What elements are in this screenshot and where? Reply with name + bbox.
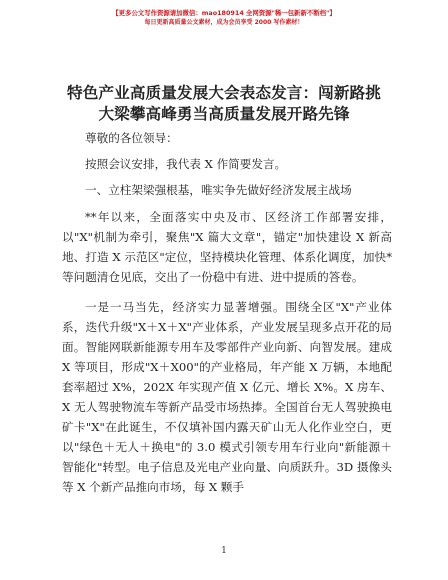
document-body — [62, 128, 392, 503]
document-title-line-1: 特色产业高质量发展大会表态发言：闯新路挑 — [67, 83, 381, 102]
document-title — [40, 82, 408, 124]
salutation: 尊敬的各位领导： — [85, 131, 178, 145]
body-paragraph-1: **年以来，全面落实中央及市、区经济工作部署安排，以"X"机制为牵引，聚焦"X 篇大文章"，锚定"加快建设 X 新高地、打造 X 示范区"定位，坚持模块化管理、体系化调度，加快*等问题清仓见底，交出了一份稳中有进、进中提质的答卷。 — [62, 210, 392, 284]
body-paragraph-2: 一是一马当先，经济实力显著增强。围绕全区"X"产业体系，迭代升级"X＋X＋X"产业体系，产业发展呈现多点开花的局面。智能网联新能源专用车及零部件产业向新、向智发展。建成 X 等项目，形成"X＋X00"的产业格局，年产能 X 万辆，本地配套率超过 X%，202X 年实现产值 X 亿元、增长 X%。X 房车、X 无人驾驶物流车等新产品受市场热捧。全国首台无人驾驶换电矿卡"X"在此诞生，不仅填补国内露天矿山无人化作业空白，更以"绿色＋无人＋换电"的 3.0 模式引领专用车行业向"新能源＋智能化"转型。电子信息及光电产业向量、向质跃升。3D 摄像头等 X 个新产品推向市场，每 X 颗手 — [62, 300, 392, 494]
promo-banner-line-2: 每日更新高质量公文素材，成为会员享受 2000 写作素材！ — [144, 19, 304, 26]
document-title-line-2: 大梁攀高峰勇当高质量发展开路先锋 — [98, 104, 350, 123]
intro-paragraph: 按照会议安排，我代表 X 作简要发言。 — [85, 157, 287, 171]
promo-banner-line-1: 【更多公文写作资源请加微信：mao180914 全网资源"稀一包新新不断档"】 — [112, 9, 336, 17]
page-number: 1 — [221, 546, 227, 556]
section-heading: 一、立柱架梁强根基，唯实争先做好经济发展主战场 — [85, 183, 352, 197]
promo-banner — [0, 8, 448, 27]
